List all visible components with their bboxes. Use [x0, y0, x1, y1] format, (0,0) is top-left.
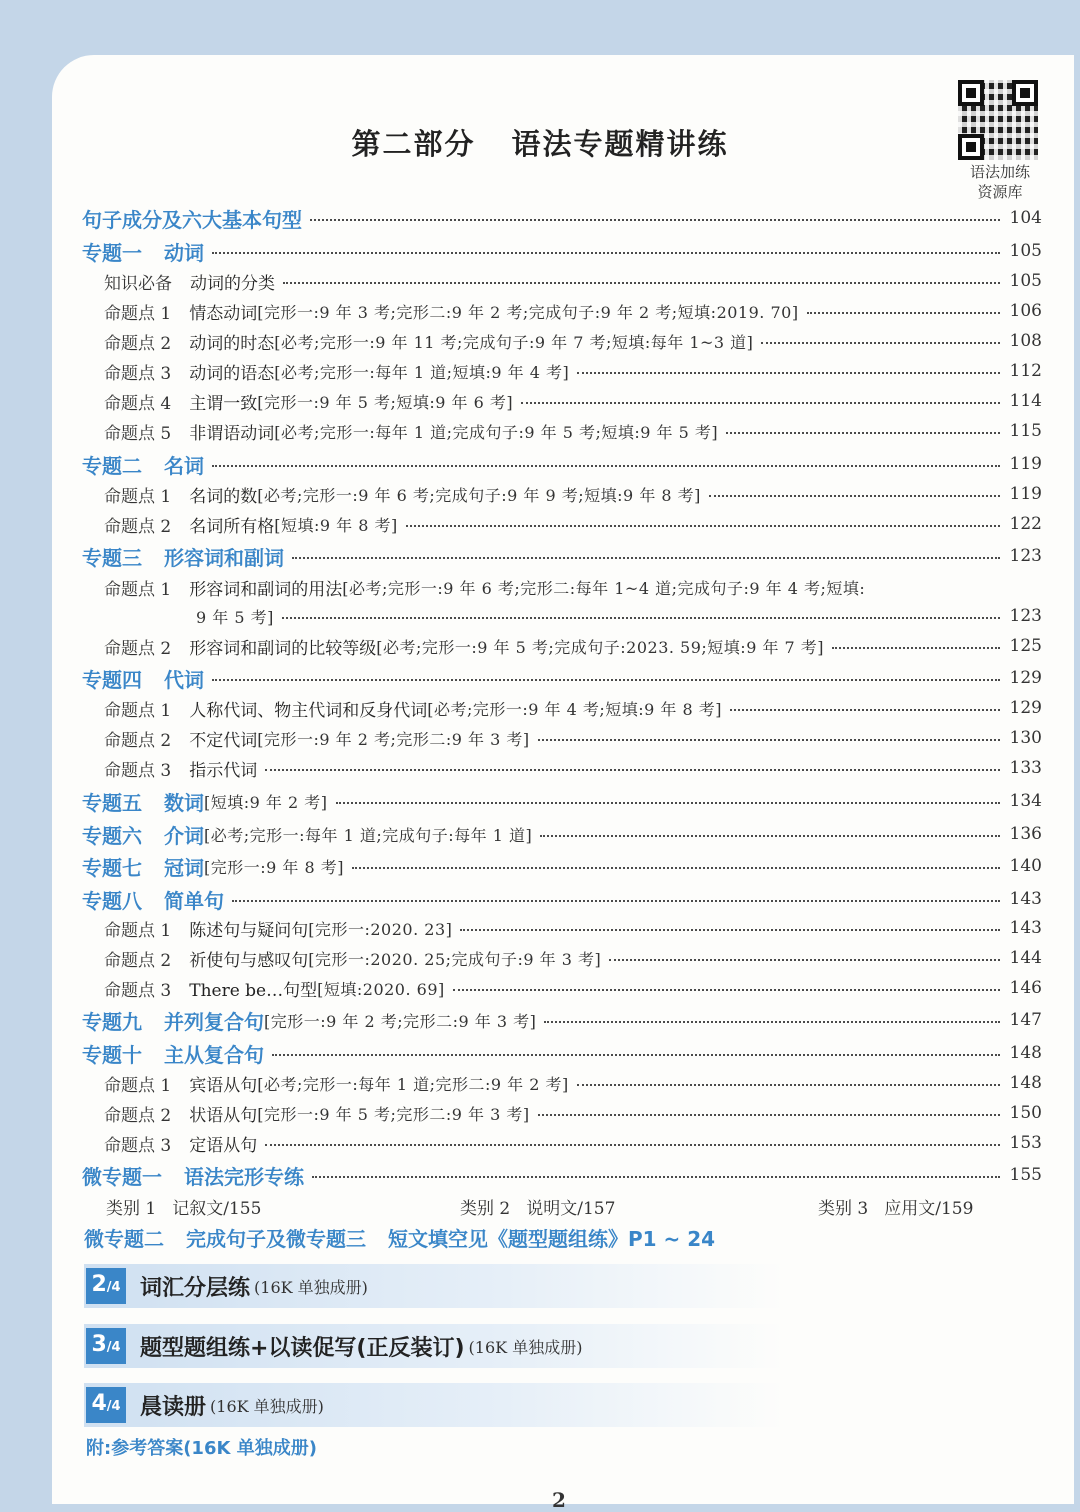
page-ref: 140 — [1009, 856, 1042, 876]
toc-entry — [0, 976, 445, 1001]
point-name: 形容词和副词的比较等级 — [189, 638, 377, 659]
dot-leader — [352, 867, 1000, 869]
topic-tag: 专题九 — [82, 1009, 142, 1034]
point-name: There be…句型 — [189, 980, 318, 1001]
dot-leader — [212, 252, 1000, 254]
toc-row[interactable] — [0, 1098, 1080, 1128]
topic-tag: 专题三 — [82, 545, 142, 570]
toc-row[interactable] — [0, 326, 1080, 356]
dot-leader — [730, 709, 1000, 711]
toc-entry — [0, 1039, 264, 1068]
toc-entry — [0, 450, 204, 479]
point-label: 命题点 1 — [104, 579, 172, 600]
point-note: [完形一:2020. 25;完成句子:9 年 3 考] — [308, 949, 602, 969]
point-note: [必考;完形一:9 年 11 考;完成句子:9 年 7 考;短填:每年 1~3 道] — [274, 332, 754, 352]
topic-tag: 专题八 — [82, 888, 142, 913]
volume-band-3[interactable] — [84, 1324, 784, 1368]
dot-leader — [807, 312, 1000, 314]
toc-entry — [0, 389, 513, 414]
dot-leader — [272, 1054, 1000, 1056]
category-1[interactable] — [106, 1194, 261, 1219]
volume-den: /4 — [106, 1340, 121, 1355]
toc-entry — [0, 1071, 569, 1096]
toc-entry — [0, 542, 284, 571]
point-name: 定语从句 — [189, 1135, 258, 1156]
toc-row[interactable] — [0, 479, 1080, 509]
topic-name: 数词 — [164, 790, 204, 815]
point-note: [必考;完形一:9 年 6 考;完形二:每年 1~4 道;完成句子:9 年 4 考;短填: — [342, 578, 866, 598]
toc-entry — [0, 664, 204, 693]
toc-row[interactable] — [0, 786, 1080, 816]
point-name: 主谓一致 — [189, 393, 258, 414]
toc-row[interactable] — [0, 572, 1080, 602]
dot-leader — [832, 647, 1000, 649]
volume-den: /4 — [106, 1280, 121, 1295]
toc-entry — [0, 1131, 257, 1156]
topic-name: 名词 — [164, 453, 204, 478]
toc-row[interactable] — [0, 851, 1080, 881]
toc-row[interactable] — [0, 913, 1080, 943]
micro-topic-3: 完成句子及微专题三 — [186, 1227, 366, 1251]
page-ref: 148 — [1009, 1073, 1042, 1093]
toc-row[interactable] — [0, 1128, 1080, 1158]
dot-leader — [538, 1114, 1000, 1116]
page-ref: 112 — [1009, 361, 1042, 381]
toc-entry — [0, 634, 824, 659]
topic-note: [必考;完形一:每年 1 道;完成句子:每年 1 道] — [204, 825, 533, 845]
toc-row[interactable] — [0, 296, 1080, 326]
dot-leader — [283, 282, 1000, 284]
dot-leader — [336, 802, 1001, 804]
toc-entry — [0, 916, 452, 941]
toc-row[interactable] — [0, 1068, 1080, 1098]
point-label: 知识必备 — [104, 273, 172, 294]
topic-tag: 专题五 — [82, 790, 142, 815]
topic-tag: 专题四 — [82, 667, 142, 692]
point-label: 命题点 2 — [104, 516, 172, 537]
toc-entry — [0, 696, 722, 721]
category-label: 类别 1 — [106, 1199, 157, 1219]
toc-row[interactable] — [0, 663, 1080, 693]
topic-name: 主从复合句 — [164, 1042, 264, 1067]
point-label: 命题点 2 — [104, 730, 172, 751]
toc-row[interactable] — [0, 884, 1080, 914]
dot-leader — [726, 432, 1000, 434]
point-name: 非谓语动词 — [189, 423, 275, 444]
page-ref: 155 — [1009, 1165, 1042, 1185]
page-ref: 108 — [1009, 331, 1042, 351]
point-name: 人称代词、物主代词和反身代词 — [189, 700, 428, 721]
point-label: 命题点 2 — [104, 1105, 172, 1126]
dot-leader — [761, 342, 1000, 344]
point-name: 动词的分类 — [190, 273, 275, 294]
topic-tag: 微专题一 — [82, 1164, 162, 1189]
toc-entry — [0, 820, 532, 849]
dot-leader — [232, 900, 1000, 902]
point-label: 命题点 3 — [104, 1135, 172, 1156]
volume-title: 题型题组练+以读促写(正反装订) — [140, 1335, 465, 1361]
category-name: 记叙文/155 — [172, 1199, 262, 1219]
toc-row[interactable] — [0, 601, 1080, 631]
toc-entry — [0, 1006, 536, 1035]
page-ref: 106 — [1009, 301, 1042, 321]
dot-leader — [312, 1176, 1000, 1178]
point-note: [必考;完形一:9 年 6 考;完成句子:9 年 9 考;短填:9 年 8 考] — [257, 485, 701, 505]
category-name: 说明文/157 — [526, 1199, 616, 1219]
page-ref: 115 — [1009, 421, 1042, 441]
page-ref: 147 — [1009, 1010, 1042, 1030]
topic-name: 动词 — [164, 240, 204, 265]
volume-num: 4 — [91, 1391, 107, 1416]
topic-note: [完形一:9 年 8 考] — [204, 857, 344, 877]
toc-row[interactable] — [0, 1160, 1080, 1190]
toc-entry — [0, 419, 718, 444]
toc-row[interactable] — [0, 819, 1080, 849]
page-ref: 130 — [1009, 728, 1042, 748]
toc-row[interactable] — [0, 356, 1080, 386]
toc-entry — [0, 204, 302, 233]
topic-name: 并列复合句 — [164, 1009, 264, 1034]
toc-entry — [0, 885, 224, 914]
point-label: 命题点 4 — [104, 393, 172, 414]
category-3[interactable] — [818, 1194, 973, 1219]
qr-caption — [952, 162, 1048, 202]
toc-entry — [0, 329, 753, 354]
category-label: 类别 2 — [460, 1199, 511, 1219]
dot-leader — [292, 557, 1000, 559]
point-note: [完形一:9 年 3 考;完形二:9 年 2 考;完成句子:9 年 2 考;短填:2019. 70] — [257, 302, 799, 322]
toc-row[interactable] — [0, 203, 1080, 233]
point-name: 动词的时态 — [189, 333, 275, 354]
point-note-continued: 9 年 5 考] — [196, 607, 274, 627]
dot-leader — [538, 739, 1000, 741]
topic-name: 语法完形专练 — [184, 1164, 304, 1189]
toc-entry — [0, 1101, 530, 1126]
toc-entry — [0, 787, 328, 816]
point-name: 状语从句 — [189, 1105, 258, 1126]
page-ref: 129 — [1009, 698, 1042, 718]
micro-topic-2: 微专题二 — [84, 1227, 164, 1251]
point-note: [必考;完形一:9 年 4 考;短填:9 年 8 考] — [427, 699, 723, 719]
volume-badge — [86, 1268, 126, 1304]
point-note: [必考;完形一:每年 1 道;短填:9 年 4 考] — [274, 362, 570, 382]
topic-tag: 专题七 — [82, 855, 142, 880]
point-label: 命题点 3 — [104, 760, 172, 781]
toc-row[interactable] — [0, 723, 1080, 753]
dot-leader — [212, 679, 1000, 681]
topic-tag: 专题十 — [82, 1042, 142, 1067]
dot-leader — [212, 465, 1000, 467]
point-note: [完形一:9 年 2 考;完形二:9 年 3 考] — [257, 729, 530, 749]
toc-row[interactable] — [0, 449, 1080, 479]
title-part: 第二部分 — [351, 127, 476, 161]
title-name: 语法专题精讲练 — [511, 127, 729, 161]
page-ref: 123 — [1009, 606, 1042, 626]
volume-badge — [86, 1328, 126, 1364]
topic-tag: 专题二 — [82, 453, 142, 478]
toc-row[interactable] — [0, 236, 1080, 266]
page-ref: 143 — [1009, 918, 1042, 938]
category-name: 应用文/159 — [884, 1199, 974, 1219]
dot-leader — [540, 835, 1000, 837]
toc-row[interactable] — [0, 509, 1080, 539]
toc-entry — [0, 269, 275, 294]
topic-name: 形容词和副词 — [164, 545, 284, 570]
topic-tag: 专题一 — [82, 240, 142, 265]
toc-row[interactable] — [0, 1005, 1080, 1035]
dot-leader — [544, 1021, 1000, 1023]
dot-leader — [265, 1144, 1000, 1146]
volume-note: (16K 单独成册) — [254, 1277, 368, 1297]
topic-name: 代词 — [164, 667, 204, 692]
toc-row[interactable] — [0, 693, 1080, 723]
volume-title: 词汇分层练 — [140, 1275, 251, 1301]
page-ref: 144 — [1009, 948, 1042, 968]
point-note: [短填:9 年 8 考] — [274, 515, 398, 535]
point-note: [完形一:2020. 23] — [308, 919, 453, 939]
micro-topic-reference: 短文填空见《题型题组练》P1 ~ 24 — [388, 1227, 716, 1251]
dot-leader — [265, 769, 1000, 771]
dot-leader — [310, 219, 1000, 221]
topic-tag: 专题六 — [82, 823, 142, 848]
point-label: 命题点 5 — [104, 423, 172, 444]
page-ref: 148 — [1009, 1043, 1042, 1063]
point-name: 陈述句与疑问句 — [189, 920, 309, 941]
page-ref: 150 — [1009, 1103, 1042, 1123]
page-number: 2 — [552, 1488, 566, 1512]
page-ref: 119 — [1009, 484, 1042, 504]
page-ref: 122 — [1009, 514, 1042, 534]
appendix-note[interactable]: 附:参考答案(16K 单独成册) — [86, 1438, 317, 1459]
point-label: 命题点 2 — [104, 638, 172, 659]
point-label: 命题点 3 — [104, 363, 172, 384]
toc-entry — [0, 726, 530, 751]
toc-entry — [0, 237, 204, 266]
dot-leader — [453, 989, 1000, 991]
toc-row[interactable] — [0, 631, 1080, 661]
topic-name: 冠词 — [164, 855, 204, 880]
point-note: [完形一:9 年 5 考;短填:9 年 6 考] — [257, 392, 514, 412]
page-ref: 105 — [1009, 271, 1042, 291]
page-ref: 153 — [1009, 1133, 1042, 1153]
page-ref: 105 — [1009, 241, 1042, 261]
page-ref: 143 — [1009, 889, 1042, 909]
page-ref: 125 — [1009, 636, 1042, 656]
page-title — [0, 122, 1080, 163]
toc-row[interactable] — [0, 753, 1080, 783]
toc-row[interactable] — [0, 973, 1080, 1003]
point-name: 不定代词 — [189, 730, 258, 751]
page-ref: 129 — [1009, 668, 1042, 688]
page-ref: 123 — [1009, 546, 1042, 566]
toc-entry — [0, 512, 398, 537]
point-label: 命题点 2 — [104, 950, 172, 971]
volume-badge — [86, 1387, 126, 1423]
dot-leader — [577, 372, 1000, 374]
point-name: 情态动词 — [189, 303, 258, 324]
topic-name: 简单句 — [164, 888, 224, 913]
qr-caption-line2: 资源库 — [977, 183, 1023, 201]
dot-leader — [521, 402, 1000, 404]
page-ref: 133 — [1009, 758, 1042, 778]
topic-note: [短填:9 年 2 考] — [204, 792, 328, 812]
point-label: 命题点 1 — [104, 700, 172, 721]
volume-note: (16K 单独成册) — [468, 1337, 583, 1357]
point-note: [必考;完形一:9 年 5 考;完成句子:2023. 59;短填:9 年 7 考] — [376, 637, 825, 657]
volume-title: 晨读册 — [140, 1394, 207, 1420]
toc-entry — [0, 299, 799, 324]
category-2[interactable] — [460, 1194, 615, 1219]
point-label: 命题点 1 — [104, 920, 172, 941]
toc-entry — [0, 359, 569, 384]
volume-den: /4 — [106, 1399, 121, 1414]
point-note: [完形一:9 年 5 考;完形二:9 年 3 考] — [257, 1104, 530, 1124]
page-ref: 136 — [1009, 824, 1042, 844]
dot-leader — [406, 525, 1000, 527]
point-name: 指示代词 — [189, 760, 258, 781]
point-name: 宾语从句 — [189, 1075, 258, 1096]
toc-entry — [0, 852, 344, 881]
point-note: [短填:2020. 69] — [317, 979, 445, 999]
volume-band-4[interactable] — [84, 1383, 784, 1427]
toc-entry — [0, 946, 601, 971]
page-ref: 146 — [1009, 978, 1042, 998]
toc-row[interactable] — [0, 541, 1080, 571]
toc-entry — [0, 605, 274, 628]
topic-note: [完形一:9 年 2 考;完形二:9 年 3 考] — [264, 1011, 537, 1031]
point-name: 动词的语态 — [189, 363, 275, 384]
section-heading: 句子成分及六大基本句型 — [82, 207, 302, 232]
toc-row[interactable] — [0, 1038, 1080, 1068]
page-ref: 119 — [1009, 454, 1042, 474]
category-label: 类别 3 — [818, 1199, 869, 1219]
point-name: 名词所有格 — [189, 516, 275, 537]
point-name: 祈使句与感叹句 — [189, 950, 309, 971]
point-name: 名词的数 — [189, 486, 258, 507]
volume-note: (16K 单独成册) — [210, 1396, 324, 1416]
point-label: 命题点 2 — [104, 333, 172, 354]
point-name: 形容词和副词的用法 — [189, 579, 343, 600]
topic-name: 介词 — [164, 823, 204, 848]
toc-row[interactable] — [0, 266, 1080, 296]
dot-leader — [609, 959, 1000, 961]
point-label: 命题点 1 — [104, 1075, 172, 1096]
toc-entry — [0, 756, 257, 781]
page-ref: 134 — [1009, 791, 1042, 811]
volume-num: 3 — [91, 1332, 107, 1357]
toc-row[interactable] — [0, 943, 1080, 973]
point-label: 命题点 1 — [104, 486, 172, 507]
dot-leader — [282, 617, 1000, 619]
point-note: [必考;完形一:每年 1 道;完形二:9 年 2 考] — [257, 1074, 569, 1094]
dot-leader — [460, 929, 1000, 931]
toc-entry — [0, 1161, 304, 1190]
qr-caption-line1: 语法加练 — [969, 163, 1030, 181]
point-label: 命题点 1 — [104, 303, 172, 324]
point-note: [必考;完形一:每年 1 道;完成句子:9 年 5 考;短填:9 年 5 考] — [274, 422, 719, 442]
point-label: 命题点 3 — [104, 980, 172, 1001]
toc-entry — [0, 482, 701, 507]
volume-band-2[interactable] — [84, 1264, 784, 1308]
toc-entry — [0, 575, 865, 600]
dot-leader — [709, 495, 1000, 497]
volume-num: 2 — [91, 1272, 107, 1297]
toc-row[interactable] — [0, 386, 1080, 416]
micro-topic-row[interactable] — [84, 1223, 715, 1252]
toc-row[interactable] — [0, 416, 1080, 446]
dot-leader — [577, 1084, 1000, 1086]
page-ref: 104 — [1009, 208, 1042, 228]
page-ref: 114 — [1009, 391, 1042, 411]
